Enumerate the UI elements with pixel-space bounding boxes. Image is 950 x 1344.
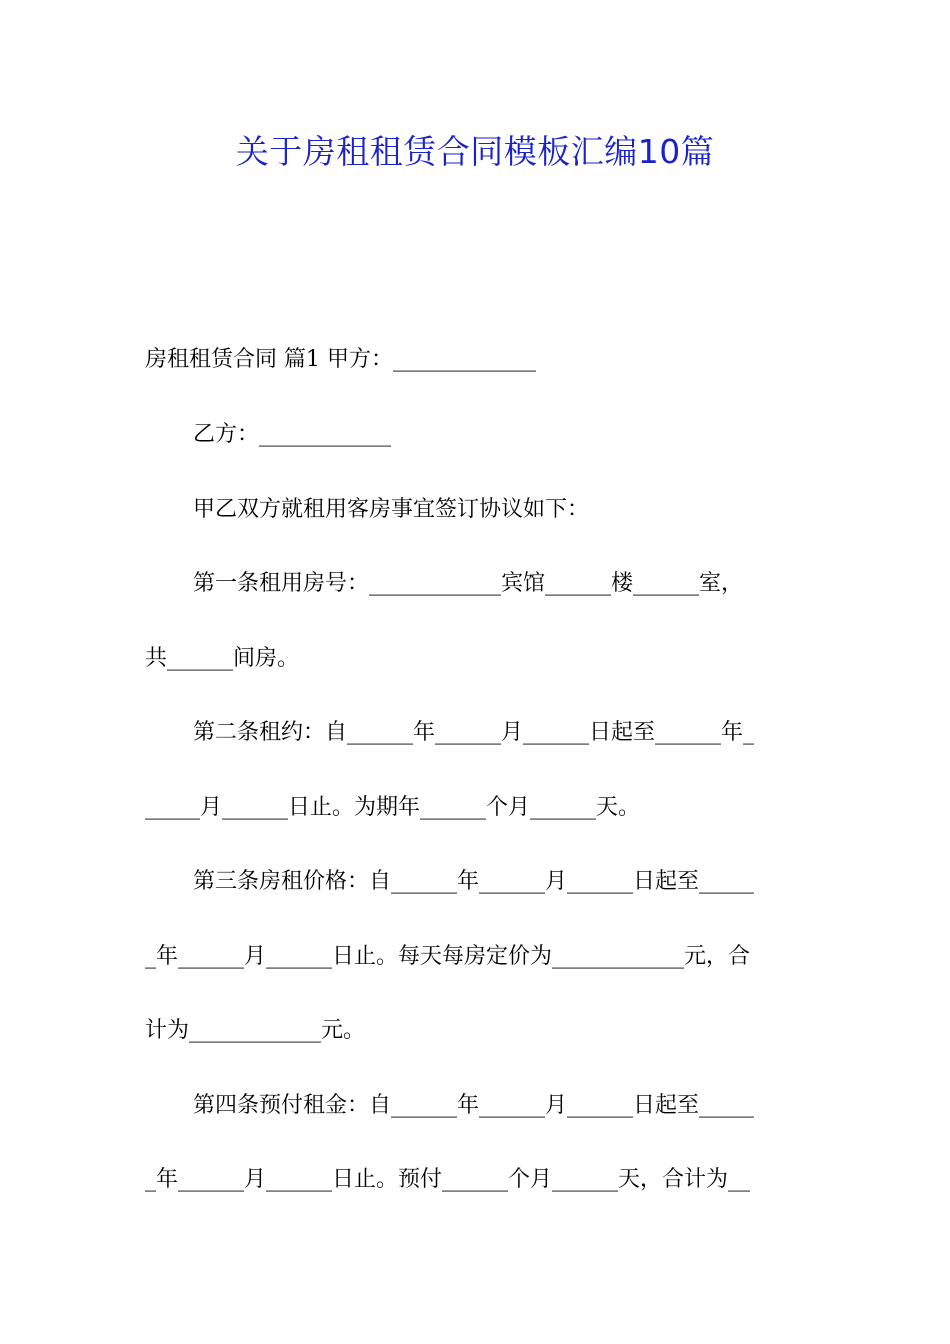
article-2-continuation: _____月______日止。为期年______个月______天。 (145, 795, 641, 820)
article-2-line: 第二条租约：自______年______月______日起至______年_ (193, 720, 755, 745)
article-3-total-line: 计为____________元。 (145, 1018, 366, 1043)
article-4-continuation: _年______月______日止。预付______个月______天，合计为__ (145, 1167, 751, 1192)
contract-heading-line: 房租租赁合同 篇1 甲方：_____________ (145, 347, 536, 372)
agreement-intro-line: 甲乙双方就租用客房事宜签订协议如下： (193, 497, 590, 522)
document-title: 关于房租租赁合同模板汇编10篇 (235, 132, 715, 171)
article-1-line: 第一条租用房号：____________宾馆______楼______室， (193, 571, 744, 596)
article-4-line: 第四条预付租金：自______年______月______日起至_____ (193, 1093, 755, 1118)
article-3-continuation: _年______月______日止。每天每房定价为____________元，合 (145, 944, 751, 969)
article-1-continuation: 共______间房。 (145, 646, 300, 671)
article-3-line: 第三条房租价格：自______年______月______日起至_____ (193, 869, 755, 894)
party-b-line: 乙方：____________ (193, 422, 392, 447)
